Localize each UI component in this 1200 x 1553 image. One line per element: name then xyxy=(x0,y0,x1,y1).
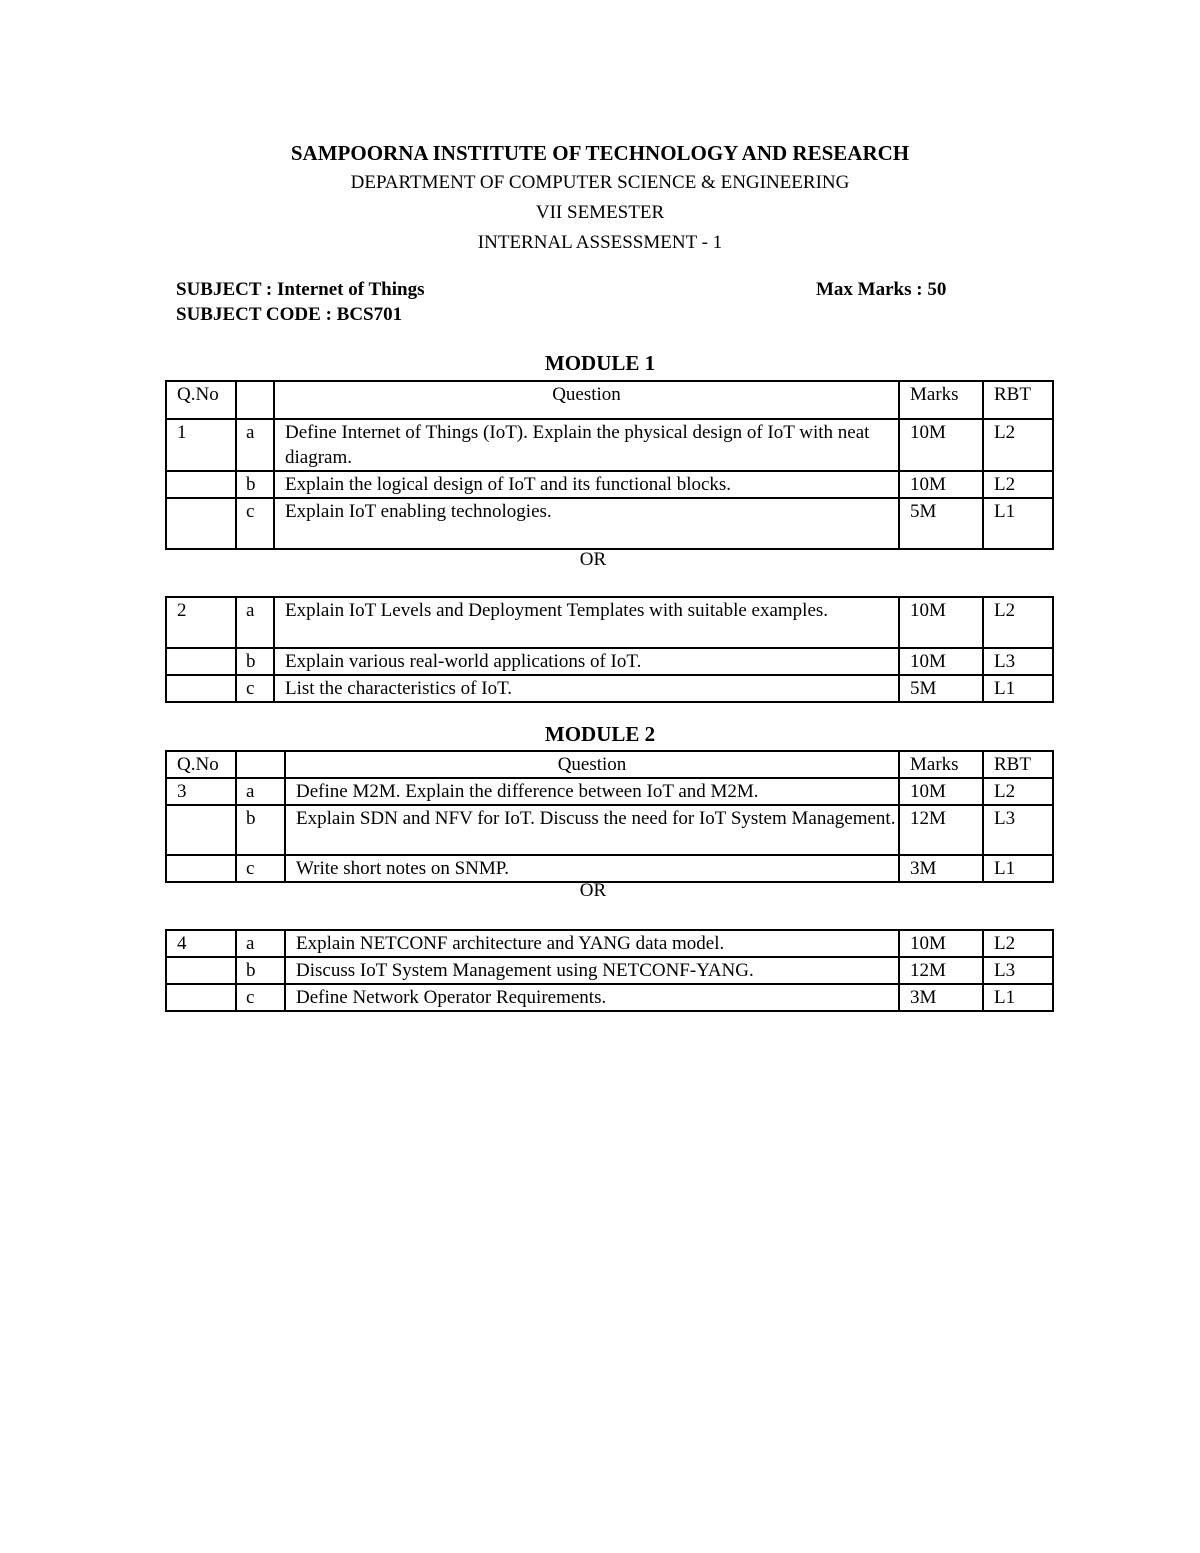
question-marks: 10M xyxy=(899,597,983,648)
question-text: Explain IoT enabling technologies. xyxy=(274,498,899,549)
question-rbt: L1 xyxy=(983,984,1053,1011)
question-text: Define Network Operator Requirements. xyxy=(285,984,899,1011)
question-part: a xyxy=(236,419,274,471)
question-part: c xyxy=(236,675,274,702)
question-part: c xyxy=(236,984,285,1011)
department-name: DEPARTMENT OF COMPUTER SCIENCE & ENGINEERING xyxy=(350,172,850,193)
subject-label: SUBJECT : Internet of Things xyxy=(176,279,425,300)
question-number xyxy=(166,648,236,675)
question-text: Explain the logical design of IoT and its functional blocks. xyxy=(274,471,899,498)
question-part: a xyxy=(236,778,285,805)
institute-name: SAMPOORNA INSTITUTE OF TECHNOLOGY AND RESEARCH xyxy=(290,141,910,165)
question-part: b xyxy=(236,471,274,498)
question-marks: 10M xyxy=(899,471,983,498)
table-row xyxy=(166,675,1053,702)
question-marks: 3M xyxy=(899,855,983,882)
question-header: Question xyxy=(274,381,899,419)
question-part: a xyxy=(236,930,285,957)
table-header-row xyxy=(166,751,1053,778)
marks-header: Marks xyxy=(899,381,983,419)
or-separator: OR xyxy=(579,880,607,901)
question-part: c xyxy=(236,855,285,882)
question-marks: 10M xyxy=(899,419,983,471)
question-marks: 3M xyxy=(899,984,983,1011)
table-row xyxy=(166,648,1053,675)
table-row xyxy=(166,471,1053,498)
question-number xyxy=(166,805,236,855)
question-number: 4 xyxy=(166,930,236,957)
table-row xyxy=(166,855,1053,882)
question-marks: 5M xyxy=(899,498,983,549)
question-part: b xyxy=(236,805,285,855)
question-text: Explain SDN and NFV for IoT. Discuss the need for IoT System Management. xyxy=(285,805,899,855)
table-row xyxy=(166,498,1053,549)
part-header xyxy=(236,381,274,419)
module-1-question-table-2 xyxy=(165,596,1054,703)
question-text: Write short notes on SNMP. xyxy=(285,855,899,882)
question-marks: 10M xyxy=(899,648,983,675)
part-header xyxy=(236,751,285,778)
question-rbt: L1 xyxy=(983,675,1053,702)
question-marks: 12M xyxy=(899,957,983,984)
question-marks: 10M xyxy=(899,778,983,805)
subject-code-label: SUBJECT CODE : BCS701 xyxy=(176,304,403,325)
table-row xyxy=(166,957,1053,984)
question-text: Explain IoT Levels and Deployment Templates with suitable examples. xyxy=(274,597,899,648)
question-part: c xyxy=(236,498,274,549)
question-rbt: L2 xyxy=(983,597,1053,648)
assessment-title: INTERNAL ASSESSMENT - 1 xyxy=(477,232,723,253)
table-row xyxy=(166,984,1053,1011)
question-rbt: L2 xyxy=(983,419,1053,471)
question-text: Define M2M. Explain the difference between IoT and M2M. xyxy=(285,778,899,805)
question-part: a xyxy=(236,597,274,648)
question-number xyxy=(166,984,236,1011)
question-number xyxy=(166,498,236,549)
question-number: 2 xyxy=(166,597,236,648)
question-text: Discuss IoT System Management using NETCONF-YANG. xyxy=(285,957,899,984)
table-header-row xyxy=(166,381,1053,419)
rbt-header: RBT xyxy=(983,751,1053,778)
question-number xyxy=(166,855,236,882)
question-number: 3 xyxy=(166,778,236,805)
question-rbt: L3 xyxy=(983,648,1053,675)
question-marks: 5M xyxy=(899,675,983,702)
question-text: Define Internet of Things (IoT). Explain the physical design of IoT with neat diagram. xyxy=(274,419,899,471)
question-rbt: L1 xyxy=(983,855,1053,882)
question-number xyxy=(166,471,236,498)
question-rbt: L2 xyxy=(983,930,1053,957)
table-row xyxy=(166,930,1053,957)
question-number xyxy=(166,957,236,984)
module-2-question-table-1 xyxy=(165,750,1054,883)
table-row xyxy=(166,778,1053,805)
module-2-question-table-2 xyxy=(165,929,1054,1012)
rbt-header: RBT xyxy=(983,381,1053,419)
question-part: b xyxy=(236,957,285,984)
question-text: Explain various real-world applications of IoT. xyxy=(274,648,899,675)
marks-header: Marks xyxy=(899,751,983,778)
question-rbt: L3 xyxy=(983,805,1053,855)
question-rbt: L2 xyxy=(983,471,1053,498)
module-1-question-table-1 xyxy=(165,380,1054,550)
qno-header: Q.No xyxy=(166,751,236,778)
question-number xyxy=(166,675,236,702)
question-part: b xyxy=(236,648,274,675)
question-header: Question xyxy=(285,751,899,778)
question-rbt: L1 xyxy=(983,498,1053,549)
table-row xyxy=(166,805,1053,855)
question-text: Explain NETCONF architecture and YANG data model. xyxy=(285,930,899,957)
question-marks: 10M xyxy=(899,930,983,957)
question-rbt: L3 xyxy=(983,957,1053,984)
module-2-title: MODULE 2 xyxy=(544,722,656,746)
max-marks-label: Max Marks : 50 xyxy=(816,279,947,300)
qno-header: Q.No xyxy=(166,381,236,419)
or-separator: OR xyxy=(579,549,607,570)
table-row xyxy=(166,597,1053,648)
semester-label: VII SEMESTER xyxy=(535,202,665,223)
question-rbt: L2 xyxy=(983,778,1053,805)
question-text: List the characteristics of IoT. xyxy=(274,675,899,702)
table-row xyxy=(166,419,1053,471)
module-1-title: MODULE 1 xyxy=(544,351,656,375)
question-number: 1 xyxy=(166,419,236,471)
question-marks: 12M xyxy=(899,805,983,855)
